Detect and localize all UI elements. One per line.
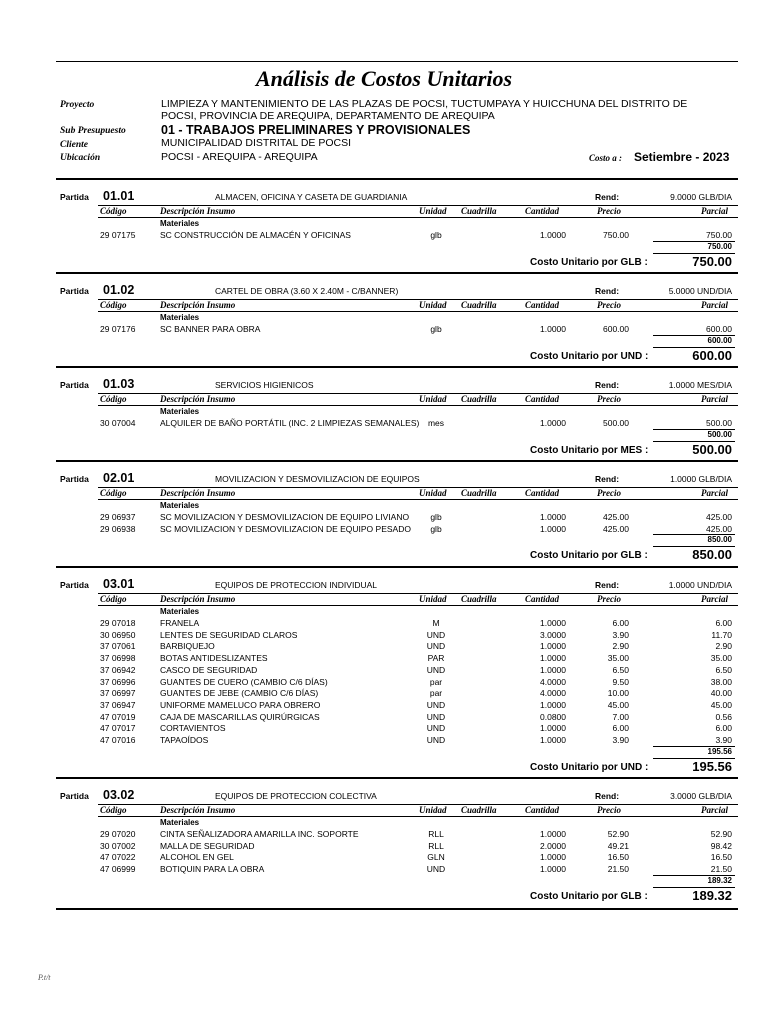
item-descripcion: CAJA DE MASCARILLAS QUIRÚRGICAS <box>160 711 320 722</box>
table-row <box>56 618 738 630</box>
item-cantidad: 1.0000 <box>540 852 566 863</box>
item-descripcion: LENTES DE SEGURIDAD CLAROS <box>160 629 298 640</box>
item-codigo: 47 07022 <box>100 852 136 863</box>
item-cantidad: 0.0800 <box>540 711 566 722</box>
item-precio: 9.50 <box>612 676 629 687</box>
partida-description: MOVILIZACION Y DESMOVILIZACION DE EQUIPOS <box>215 474 420 484</box>
col-header-cuadrilla: Cuadrilla <box>461 394 497 404</box>
item-unidad: glb <box>430 324 442 334</box>
partida-description: SERVICIOS HIGIENICOS <box>215 380 314 390</box>
col-header-codigo: Código <box>100 206 127 216</box>
materiales-label: Materiales <box>160 407 200 416</box>
item-precio: 6.00 <box>612 723 629 734</box>
item-parcial: 35.00 <box>710 653 732 664</box>
ubicacion-value: POCSI - AREQUIPA - AREQUIPA <box>161 151 318 163</box>
item-unidad: UND <box>426 864 446 875</box>
item-parcial: 6.00 <box>715 618 732 628</box>
item-precio: 35.00 <box>607 653 629 664</box>
partida-label: Partida <box>60 192 89 202</box>
col-header-descripcion: Descripción Insumo <box>160 805 236 815</box>
item-precio: 16.50 <box>607 852 629 863</box>
rend-value: 5.0000 UND/DIA <box>668 286 732 296</box>
item-unidad: par <box>429 676 443 687</box>
item-precio: 425.00 <box>603 523 629 534</box>
item-unidad: UND <box>426 664 446 675</box>
col-header-unidad: Unidad <box>419 394 447 404</box>
item-cantidad: 1.0000 <box>540 512 566 522</box>
item-parcial: 750.00 <box>706 230 732 240</box>
col-header-cantidad: Cantidad <box>525 300 560 310</box>
item-descripcion: CINTA SEÑALIZADORA AMARILLA INC. SOPORTE <box>160 829 359 839</box>
item-parcial: 2.90 <box>715 641 732 652</box>
item-descripcion: CASCO DE SEGURIDAD <box>160 664 258 675</box>
materiales-label: Materiales <box>160 818 200 827</box>
col-header-unidad: Unidad <box>419 594 447 604</box>
col-header-cuadrilla: Cuadrilla <box>461 300 497 310</box>
item-descripcion: GUANTES DE CUERO (CAMBIO C/6 DÍAS) <box>160 676 328 687</box>
col-header-precio: Precio <box>597 805 621 815</box>
top-rule <box>56 61 738 62</box>
partida-label: Partida <box>60 286 89 296</box>
col-header-codigo: Código <box>100 805 127 815</box>
rend-value: 3.0000 GLB/DIA <box>670 791 732 801</box>
item-cantidad: 2.0000 <box>540 840 566 851</box>
item-parcial: 98.42 <box>710 840 732 851</box>
header-rule <box>98 605 738 606</box>
col-header-descripcion: Descripción Insumo <box>160 300 236 310</box>
col-header-precio: Precio <box>597 488 621 498</box>
item-cantidad: 1.0000 <box>540 735 566 745</box>
item-unidad: glb <box>430 512 442 522</box>
item-unidad: M <box>432 618 440 628</box>
partida-divider <box>56 460 738 462</box>
col-header-parcial: Parcial <box>701 594 728 604</box>
partida-block <box>56 777 738 924</box>
col-header-unidad: Unidad <box>419 488 447 498</box>
item-cantidad: 1.0000 <box>540 829 566 839</box>
costo-unitario-label: Costo Unitario por MES : <box>530 444 649 456</box>
partida-code: 02.01 <box>103 471 135 485</box>
table-row <box>56 852 738 864</box>
partida-description: EQUIPOS DE PROTECCION COLECTIVA <box>215 791 377 801</box>
item-cantidad: 1.0000 <box>540 418 566 428</box>
cliente-value: MUNICIPALIDAD DISTRITAL DE POCSI <box>161 137 351 149</box>
proyecto-label: Proyecto <box>60 100 95 110</box>
costo-unitario-label: Costo Unitario por UND : <box>530 761 649 773</box>
table-row <box>56 677 738 689</box>
col-header-precio: Precio <box>597 206 621 216</box>
materiales-label: Materiales <box>160 219 200 228</box>
subtotal-value: 600.00 <box>707 335 732 345</box>
item-codigo: 29 07176 <box>100 324 136 334</box>
cliente-label: Cliente <box>60 140 88 150</box>
col-header-parcial: Parcial <box>701 805 728 815</box>
item-cantidad: 1.0000 <box>540 641 566 652</box>
item-codigo: 30 07002 <box>100 840 136 851</box>
costo-a-value: Setiembre - 2023 <box>634 150 730 164</box>
materiales-label: Materiales <box>160 607 200 616</box>
rend-value: 1.0000 GLB/DIA <box>670 474 732 484</box>
table-row <box>56 688 738 700</box>
subtotal-value: 500.00 <box>707 429 732 439</box>
proyecto-line-1: LIMPIEZA Y MANTENIMIENTO DE LAS PLAZAS DE POCSI, TUCTUMPAYA Y HUICCHUNA DEL DISTRITO DE <box>161 98 688 110</box>
item-cantidad: 1.0000 <box>540 230 566 240</box>
item-descripcion: BOTIQUIN PARA LA OBRA <box>160 864 265 875</box>
col-header-codigo: Código <box>100 394 127 404</box>
col-header-parcial: Parcial <box>701 300 728 310</box>
item-unidad: glb <box>430 523 442 534</box>
table-row <box>56 864 738 876</box>
col-header-precio: Precio <box>597 594 621 604</box>
col-header-cantidad: Cantidad <box>525 206 560 216</box>
partida-description: ALMACEN, OFICINA Y CASETA DE GUARDIANIA <box>215 192 408 202</box>
rend-label: Rend: <box>595 474 620 484</box>
costo-a-label: Costo a : <box>589 153 623 163</box>
costo-unitario-value: 500.00 <box>692 441 732 457</box>
ubicacion-label: Ubicación <box>60 153 101 163</box>
item-cantidad: 1.0000 <box>540 723 566 734</box>
item-unidad: par <box>429 688 443 699</box>
header-rule <box>98 405 738 406</box>
item-cantidad: 4.0000 <box>540 688 566 699</box>
item-parcial: 16.50 <box>710 852 732 863</box>
rend-label: Rend: <box>595 580 620 590</box>
header-rule <box>98 217 738 218</box>
item-descripcion: SC CONSTRUCCIÓN DE ALMACÉN Y OFICINAS <box>160 230 351 240</box>
item-parcial: 500.00 <box>706 418 732 428</box>
partida-divider <box>56 566 738 568</box>
item-precio: 45.00 <box>607 699 629 710</box>
item-parcial: 40.00 <box>710 688 732 699</box>
item-codigo: 37 06996 <box>100 676 136 687</box>
partida-description: EQUIPOS DE PROTECCION INDIVIDUAL <box>215 580 377 590</box>
col-header-parcial: Parcial <box>701 394 728 404</box>
table-row <box>56 735 738 747</box>
item-descripcion: ALQUILER DE BAÑO PORTÁTIL (INC. 2 LIMPIEZAS SEMANALES) <box>160 418 420 428</box>
item-parcial: 21.50 <box>710 864 732 875</box>
subpresupuesto-value: 01 - TRABAJOS PRELIMINARES Y PROVISIONALES <box>161 123 471 137</box>
item-codigo: 29 06937 <box>100 512 136 522</box>
costo-unitario-label: Costo Unitario por UND : <box>530 350 649 362</box>
item-precio: 6.00 <box>612 618 629 628</box>
item-descripcion: UNIFORME MAMELUCO PARA OBRERO <box>160 699 321 710</box>
item-descripcion: GUANTES DE JEBE (CAMBIO C/6 DÍAS) <box>160 688 319 699</box>
col-header-precio: Precio <box>597 300 621 310</box>
subtotal-value: 189.32 <box>707 875 732 885</box>
item-cantidad: 3.0000 <box>540 629 566 640</box>
col-header-descripcion: Descripción Insumo <box>160 488 236 498</box>
item-descripcion: ALCOHOL EN GEL <box>160 852 234 863</box>
item-cantidad: 1.0000 <box>540 653 566 664</box>
costo-unitario-value: 850.00 <box>692 547 732 563</box>
item-cantidad: 1.0000 <box>540 664 566 675</box>
item-unidad: PAR <box>427 653 445 664</box>
item-codigo: 30 07004 <box>100 418 136 428</box>
item-codigo: 47 07016 <box>100 735 136 745</box>
item-parcial: 600.00 <box>706 324 732 334</box>
bottom-rule <box>56 908 738 910</box>
item-precio: 2.90 <box>612 641 629 652</box>
rend-value: 9.0000 GLB/DIA <box>670 192 732 202</box>
item-precio: 49.21 <box>607 840 629 851</box>
header-rule <box>98 499 738 500</box>
partida-divider <box>56 777 738 779</box>
item-codigo: 47 07017 <box>100 723 136 734</box>
header-rule <box>98 816 738 817</box>
col-header-codigo: Código <box>100 488 127 498</box>
partida-code: 01.03 <box>103 377 135 391</box>
item-codigo: 30 06950 <box>100 629 136 640</box>
item-codigo: 47 06999 <box>100 864 136 875</box>
item-codigo: 47 07019 <box>100 711 136 722</box>
table-row <box>56 829 738 841</box>
partida-block <box>56 566 738 795</box>
item-parcial: 3.90 <box>715 735 732 745</box>
costo-unitario-value: 600.00 <box>692 347 732 363</box>
rend-label: Rend: <box>595 791 620 801</box>
table-row <box>56 723 738 735</box>
col-header-unidad: Unidad <box>419 300 447 310</box>
table-row <box>56 630 738 642</box>
item-parcial: 0.56 <box>715 711 732 722</box>
item-cantidad: 1.0000 <box>540 523 566 534</box>
rend-value: 1.0000 MES/DIA <box>668 380 732 390</box>
rend-label: Rend: <box>595 286 620 296</box>
col-header-cantidad: Cantidad <box>525 488 560 498</box>
item-precio: 52.90 <box>607 829 629 839</box>
costo-unitario-value: 189.32 <box>692 887 732 903</box>
item-codigo: 37 06947 <box>100 699 136 710</box>
rend-label: Rend: <box>595 192 620 202</box>
item-codigo: 29 07020 <box>100 829 136 839</box>
item-cantidad: 1.0000 <box>540 864 566 875</box>
col-header-descripcion: Descripción Insumo <box>160 594 236 604</box>
col-header-unidad: Unidad <box>419 805 447 815</box>
item-descripcion: SC BANNER PARA OBRA <box>160 324 261 334</box>
partida-code: 01.01 <box>103 189 135 203</box>
table-row <box>56 700 738 712</box>
partida-divider <box>56 366 738 368</box>
item-precio: 21.50 <box>607 864 629 875</box>
costo-unitario-label: Costo Unitario por GLB : <box>530 256 648 268</box>
col-header-cuadrilla: Cuadrilla <box>461 594 497 604</box>
subtotal-value: 195.56 <box>707 746 732 756</box>
item-unidad: mes <box>427 418 445 428</box>
item-descripcion: SC MOVILIZACION Y DESMOVILIZACION DE EQUIPO LIVIANO <box>160 512 410 522</box>
item-precio: 750.00 <box>603 230 629 240</box>
item-precio: 500.00 <box>603 418 629 428</box>
item-unidad: UND <box>426 641 446 652</box>
page-title: Análisis de Costos Unitarios <box>255 66 513 91</box>
item-descripcion: CORTAVIENTOS <box>160 723 226 734</box>
col-header-descripcion: Descripción Insumo <box>160 206 236 216</box>
item-parcial: 425.00 <box>706 523 732 534</box>
item-cantidad: 1.0000 <box>540 618 566 628</box>
item-descripcion: SC MOVILIZACION Y DESMOVILIZACION DE EQUIPO PESADO <box>160 523 411 534</box>
item-precio: 425.00 <box>603 512 629 522</box>
item-parcial: 6.00 <box>715 723 732 734</box>
subpresupuesto-label: Sub Presupuesto <box>60 126 126 136</box>
item-cantidad: 1.0000 <box>540 699 566 710</box>
col-header-codigo: Código <box>100 300 127 310</box>
costo-unitario-value: 750.00 <box>692 253 732 269</box>
col-header-precio: Precio <box>597 394 621 404</box>
item-precio: 3.90 <box>612 629 629 640</box>
table-row <box>56 524 738 536</box>
col-header-cuadrilla: Cuadrilla <box>461 488 497 498</box>
table-row <box>56 230 738 242</box>
partida-block <box>56 460 738 583</box>
col-header-descripcion: Descripción Insumo <box>160 394 236 404</box>
item-parcial: 52.90 <box>710 829 732 839</box>
partida-divider <box>56 178 738 180</box>
item-codigo: 37 06997 <box>100 688 136 699</box>
item-codigo: 37 07061 <box>100 641 136 652</box>
item-unidad: UND <box>426 711 446 722</box>
partida-description: CARTEL DE OBRA (3.60 X 2.40M - C/BANNER) <box>215 286 399 296</box>
col-header-codigo: Código <box>100 594 127 604</box>
item-precio: 10.00 <box>607 688 629 699</box>
item-codigo: 29 07175 <box>100 230 136 240</box>
item-codigo: 37 06998 <box>100 653 136 664</box>
table-row <box>56 841 738 853</box>
col-header-cuadrilla: Cuadrilla <box>461 206 497 216</box>
table-row <box>56 665 738 677</box>
item-unidad: GLN <box>427 852 445 863</box>
item-unidad: RLL <box>428 840 444 851</box>
item-unidad: UND <box>426 723 446 734</box>
costo-unitario-label: Costo Unitario por GLB : <box>530 890 648 902</box>
item-precio: 7.00 <box>612 711 629 722</box>
col-header-cantidad: Cantidad <box>525 394 560 404</box>
item-precio: 6.50 <box>612 664 629 675</box>
item-codigo: 29 07018 <box>100 618 136 628</box>
item-unidad: glb <box>430 230 442 240</box>
item-unidad: RLL <box>428 829 444 839</box>
col-header-parcial: Parcial <box>701 206 728 216</box>
col-header-cantidad: Cantidad <box>525 805 560 815</box>
item-descripcion: TAPAOÍDOS <box>160 735 209 745</box>
partida-label: Partida <box>60 380 89 390</box>
item-parcial: 425.00 <box>706 512 732 522</box>
table-row <box>56 418 738 430</box>
item-codigo: 37 06942 <box>100 664 136 675</box>
materiales-label: Materiales <box>160 501 200 510</box>
item-parcial: 38.00 <box>710 676 732 687</box>
partida-code: 01.02 <box>103 283 135 297</box>
item-cantidad: 1.0000 <box>540 324 566 334</box>
materiales-label: Materiales <box>160 313 200 322</box>
partida-label: Partida <box>60 474 89 484</box>
page-footer: P.t/t <box>38 973 51 982</box>
item-descripcion: BARBIQUEJO <box>160 641 215 652</box>
item-parcial: 11.70 <box>711 629 732 640</box>
table-row <box>56 653 738 665</box>
subtotal-value: 850.00 <box>707 535 732 545</box>
item-codigo: 29 06938 <box>100 523 136 534</box>
item-unidad: UND <box>426 699 446 710</box>
subtotal-value: 750.00 <box>707 241 732 251</box>
costo-unitario-label: Costo Unitario por GLB : <box>530 550 648 562</box>
item-parcial: 45.00 <box>710 699 732 710</box>
item-unidad: UND <box>426 735 446 745</box>
col-header-cantidad: Cantidad <box>525 594 560 604</box>
header-rule <box>98 311 738 312</box>
costo-unitario-value: 195.56 <box>692 758 732 774</box>
col-header-cuadrilla: Cuadrilla <box>461 805 497 815</box>
table-row <box>56 712 738 724</box>
partida-code: 03.01 <box>103 577 135 591</box>
table-row <box>56 512 738 524</box>
rend-label: Rend: <box>595 380 620 390</box>
item-parcial: 6.50 <box>715 664 732 675</box>
table-row <box>56 324 738 336</box>
item-descripcion: MALLA DE SEGURIDAD <box>160 840 255 851</box>
item-precio: 3.90 <box>612 735 629 745</box>
table-row <box>56 641 738 653</box>
proyecto-line-2: POCSI, PROVINCIA DE AREQUIPA, DEPARTAMENTO DE AREQUIPA <box>161 110 495 122</box>
item-precio: 600.00 <box>603 324 629 334</box>
item-unidad: UND <box>426 629 446 640</box>
partida-divider <box>56 272 738 274</box>
item-cantidad: 4.0000 <box>540 676 566 687</box>
item-descripcion: BOTAS ANTIDESLIZANTES <box>160 653 268 664</box>
col-header-parcial: Parcial <box>701 488 728 498</box>
partida-label: Partida <box>60 580 89 590</box>
col-header-unidad: Unidad <box>419 206 447 216</box>
partida-label: Partida <box>60 791 89 801</box>
partida-code: 03.02 <box>103 788 135 802</box>
rend-value: 1.0000 UND/DIA <box>668 580 732 590</box>
item-descripcion: FRANELA <box>160 618 200 628</box>
